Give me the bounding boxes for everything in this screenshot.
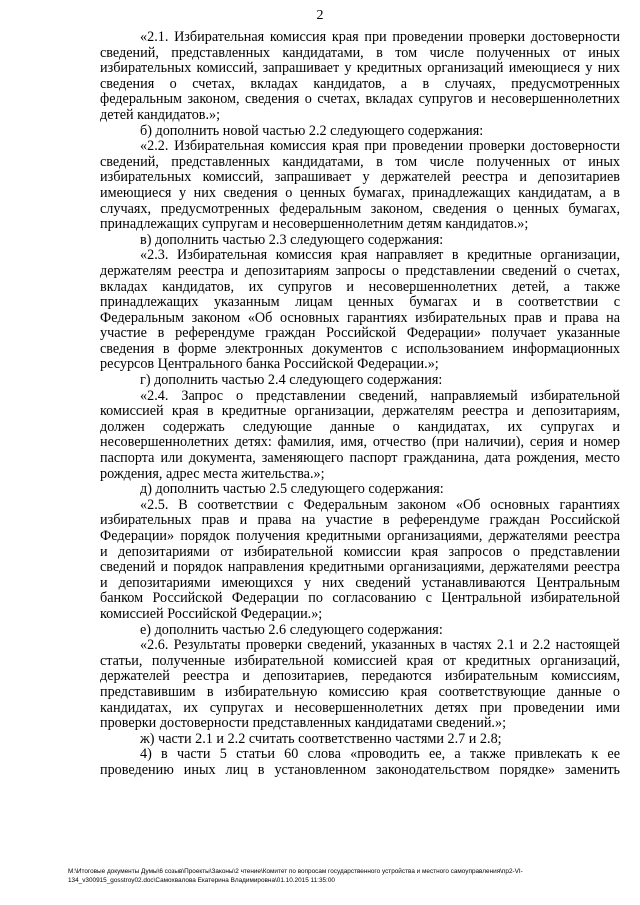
text-line: проверки достоверности представленных кандидатами сведений.»; xyxy=(100,715,507,732)
text-line: паспорта или документа, заменяющего паспорт гражданина, дата рождения, место xyxy=(100,450,620,467)
text-line: сведения о счетах, вкладах кандидатов, а в случаях, предусмотренных xyxy=(100,75,620,92)
text-line: сведений и порядок направления кредитными организациями, держателями реестра xyxy=(100,559,620,576)
footer-line: M:\Итоговые документы Думы\6 созыв\Проекты\Законы\2 чтение\Комитет по вопросам государственного устройства и местного самоуправления\пр2-VI- xyxy=(68,868,523,875)
text-line: принадлежащих супругам и несовершеннолетним детям кандидатов.»; xyxy=(100,216,529,233)
text-line: «2.4. Запрос о представлении сведений, направляемый избирательной xyxy=(140,387,620,404)
text-line: участие в референдуме граждан Российской Федерации» получает указанные xyxy=(100,325,620,342)
text-line: избирательных комиссий, запрашивает у кредитных организаций имеющиеся у них xyxy=(100,60,620,77)
text-line: ж) части 2.1 и 2.2 считать соответственно частями 2.7 и 2.8; xyxy=(140,730,502,747)
text-line: и депозитариями имеющихся у них сведений устанавливаются Центральным xyxy=(100,574,620,591)
text-line: б) дополнить новой частью 2.2 следующего содержания: xyxy=(140,122,484,139)
text-line: представившим в избирательную комиссию края соответствующие данные о xyxy=(100,683,620,700)
text-line: статьи, полученные избирательной комиссией края от кредитных организаций, xyxy=(100,652,620,669)
text-line: проведению иных лиц в установленном законодательством порядке» заменить xyxy=(100,761,620,778)
text-line: д) дополнить частью 2.5 следующего содержания: xyxy=(140,481,444,498)
text-line: комиссией края в кредитные организации, держателям реестра и депозитариям, xyxy=(100,403,620,420)
text-line: «2.6. Результаты проверки сведений, указанных в частях 2.1 и 2.2 настоящей xyxy=(140,637,620,654)
text-line: сведений, представленных кандидатами, в том числе полученных от иных xyxy=(100,153,620,170)
text-line: имеющиеся у них сведения о ценных бумагах, принадлежащих кандидатам, а в xyxy=(100,184,620,201)
text-line: несовершеннолетних детях: фамилия, имя, отчество (при наличии), серия и номер xyxy=(100,434,620,451)
text-line: банком Российской Федерации по согласованию с Центральной избирательной xyxy=(100,590,620,607)
text-line: принадлежащих указанным лицам ценных бумагах и в соответствии с xyxy=(100,294,620,311)
file-path-footer xyxy=(68,867,628,885)
text-line: рождения, адрес места жительства.»; xyxy=(100,465,325,482)
text-line: и депозитариями от избирательной комиссии края запросов о представлении xyxy=(100,543,620,560)
text-line: «2.2. Избирательная комиссия края при проведении проверки достоверности xyxy=(140,138,620,155)
text-line: «2.3. Избирательная комиссия края направляет в кредитные организации, xyxy=(140,247,620,264)
footer-line: 134_v300915_gosstroy02.doc\Самохвалова Екатерина Владимировна\01.10.2015 11:35:00 xyxy=(68,877,335,884)
text-line: случаях, предусмотренных федеральным законом, сведения о ценных бумагах, xyxy=(100,200,620,217)
text-line: избирательных комиссий, запрашивает у держателей реестра и депозитариев xyxy=(100,169,620,186)
text-line: сведений, представленных кандидатами, в том числе полученных от иных xyxy=(100,44,620,61)
text-line: е) дополнить частью 2.6 следующего содержания: xyxy=(140,621,443,638)
text-line: г) дополнить частью 2.4 следующего содержания: xyxy=(140,372,443,389)
text-line: кандидатах, их супругах и несовершеннолетних детях при проведении ими xyxy=(100,699,620,716)
document-body xyxy=(100,30,620,779)
text-line: комиссией Российской Федерации.»; xyxy=(100,605,323,622)
text-line: ресурсов Центрального банка Российской Федерации.»; xyxy=(100,356,439,373)
text-line: Федерации» порядок получения кредитными организациями, держателями реестра xyxy=(100,528,620,544)
text-line: детей кандидатов.»; xyxy=(100,106,221,123)
text-line: вкладах кандидатов, их супругов и несовершеннолетних детей, а также xyxy=(100,278,620,295)
text-line: «2.5. В соответствии с Федеральным законом «Об основных гарантиях xyxy=(140,496,620,513)
text-line: должен содержать следующие данные о кандидатах, их супругах и xyxy=(100,418,620,435)
text-line: сведения в форме электронных документов с использованием информационных xyxy=(100,340,620,357)
text-line: держателям реестра и депозитариям запросы о представлении сведений о счетах, xyxy=(100,262,620,279)
text-line: 4) в части 5 статьи 60 слова «проводить ее, а также привлекать к ее xyxy=(140,746,620,763)
text-line: Федеральным законом «Об основных гарантиях избирательных прав и права на xyxy=(100,309,620,326)
text-line: в) дополнить частью 2.3 следующего содержания: xyxy=(140,231,444,248)
text-line: «2.1. Избирательная комиссия края при проведении проверки достоверности xyxy=(140,29,620,45)
text-line: федеральным законом, сведения о счетах, вкладах супругов и несовершеннолетних xyxy=(100,91,620,108)
text-line: держателей реестра и депозитариев, передаются избирательным комиссиям, xyxy=(100,668,620,685)
text-line: избирательных прав и права на участие в референдуме граждан Российской xyxy=(100,512,620,529)
page-number: 2 xyxy=(316,8,324,23)
